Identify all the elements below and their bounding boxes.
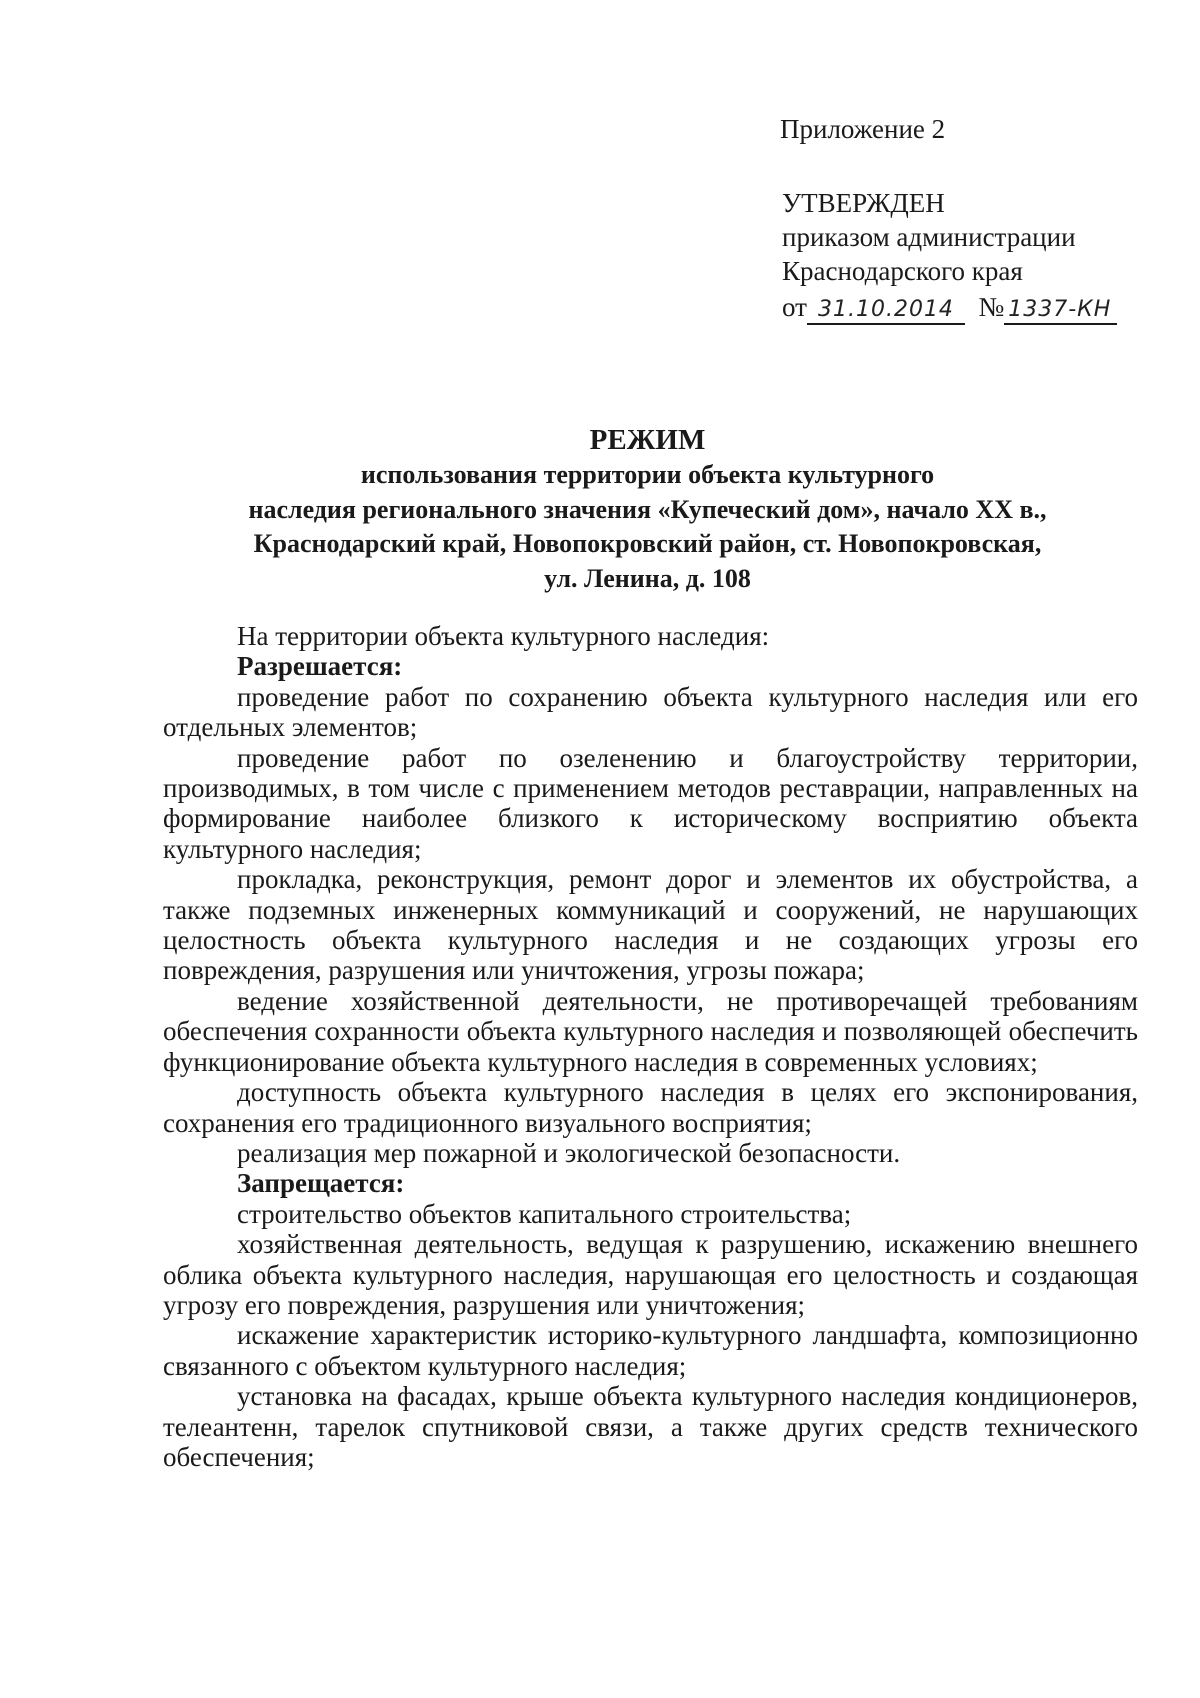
number-label: № xyxy=(978,292,1005,322)
document-title xyxy=(150,422,1145,596)
title-line-4: ул. Ленина, д. 108 xyxy=(544,563,751,593)
forbidden-item: строительство объектов капитального строительства; xyxy=(237,1198,852,1229)
title-line-1: использования территории объекта культурного xyxy=(360,460,935,489)
intro-paragraph: На территории объекта культурного наследия: xyxy=(237,621,770,651)
from-label: от xyxy=(782,292,807,322)
appendix-label: Приложение 2 xyxy=(780,114,946,144)
allowed-item: прокладка, реконструкция, ремонт дорог и элементов их обустройства, а также подземных инженерных коммуникаций и сооружений, не нарушающих целостность объекта культурного наследия и не создающих угрозы его повреждения, разрушения или уничтожения, угрозы пожара; xyxy=(163,864,1138,986)
approved-label: УТВЕРЖДЕН xyxy=(782,188,945,218)
title-line-2: наследия регионального значения «Купеческий дом», начало XX в., xyxy=(248,494,1047,524)
allowed-item: доступность объекта культурного наследия в целях его экспонирования, сохранения его традиционного визуального восприятия; xyxy=(163,1077,1138,1138)
forbidden-item: установка на фасадах, крыше объекта культурного наследия кондиционеров, телеантенн, тарелок спутниковой связи, а также других средств технического обеспечения; xyxy=(163,1381,1138,1472)
approval-line-2: Краснодарского края xyxy=(782,256,1023,286)
forbidden-item: хозяйственная деятельность, ведущая к разрушению, искажению внешнего облика объекта культурного наследия, нарушающая его целостность и создающая угрозу его повреждения, разрушения или уничтожения; xyxy=(163,1229,1138,1320)
approval-block xyxy=(782,112,1117,325)
allowed-heading: Разрешается: xyxy=(237,651,403,682)
allowed-item: проведение работ по сохранению объекта культурного наследия или его отдельных элементов; xyxy=(163,681,1138,743)
handwritten-date: 31.10.2014 xyxy=(807,297,965,325)
allowed-item: реализация мер пожарной и экологической безопасности. xyxy=(237,1137,901,1168)
approval-line-1: приказом администрации xyxy=(782,222,1076,252)
allowed-item: проведение работ по озеленению и благоустройству территории, производимых, в том числе с применением методов реставрации, направленных на формирование наиболее близкого к историческому восприятию объекта культурного наследия; xyxy=(163,742,1138,864)
document-body xyxy=(163,621,1138,1472)
title-main: РЕЖИМ xyxy=(589,424,706,456)
allowed-item: ведение хозяйственной деятельности, не противоречащей требованиям обеспечения сохранности объекта культурного наследия и позволяющей обеспечить функционирование объекта культурного наследия в современных условиях; xyxy=(163,985,1138,1077)
forbidden-item: искажение характеристик историко-культурного ландшафта, композиционно связанного с объектом культурного наследия; xyxy=(163,1320,1138,1381)
approval-date-number-line xyxy=(782,290,1117,325)
forbidden-heading: Запрещается: xyxy=(237,1168,405,1199)
title-line-3: Краснодарский край, Новопокровский район, ст. Новопокровская, xyxy=(253,529,1042,558)
handwritten-number: 1337-КН xyxy=(1004,297,1117,325)
